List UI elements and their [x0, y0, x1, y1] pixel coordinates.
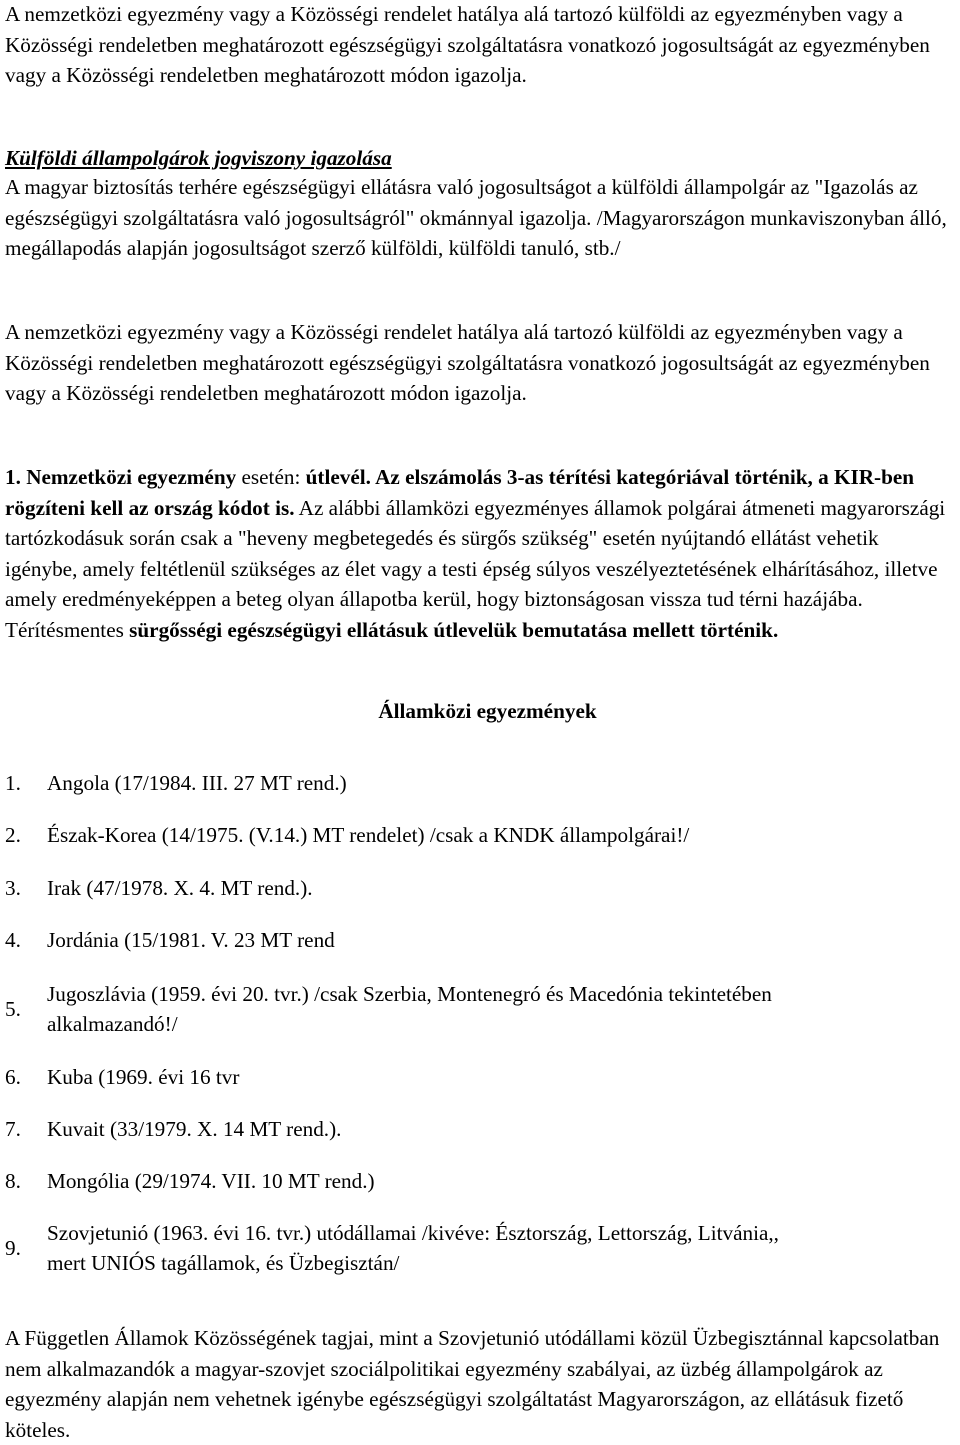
- list-item-number: 3.: [5, 876, 21, 900]
- list-item-text: Angola (17/1984. III. 27 MT rend.): [47, 771, 347, 795]
- list-item-number: 1.: [5, 771, 21, 795]
- list-item-number: 5.: [5, 997, 21, 1021]
- closing-paragraph: A Független Államok Közösségének tagjai, mint a Szovjetunió utódállami közül Üzbegisztánnal kapcsolatban nem alkalmazandók a magyar-szovjet szociálpolitikai egyezmény szabályai, az üzbég állampolgárok az egyezmény alapján nem vehetnek igénybe egészségügyi szolgáltatást Magyarországon, az ellátásuk fizető köteles.: [5, 1326, 940, 1442]
- list-item: [5, 1219, 955, 1279]
- treaties-title: Államközi egyezmények: [378, 699, 597, 723]
- point-1-paragraph: [5, 462, 955, 645]
- list-item-number: 4.: [5, 928, 21, 952]
- list-item: [5, 980, 955, 1040]
- list-item-text: Mongólia (29/1974. VII. 10 MT rend.): [47, 1169, 375, 1193]
- point-1-document: útlevél.: [305, 465, 371, 489]
- section-title: Külföldi állampolgárok jogviszony igazolása: [5, 146, 392, 170]
- list-item-text: Kuvait (33/1979. X. 14 MT rend.).: [47, 1117, 342, 1141]
- list-item-number: 8.: [5, 1169, 21, 1193]
- list-item-number: 7.: [5, 1117, 21, 1141]
- point-1-description: Az alábbi államközi egyezményes államok polgárai átmeneti magyarországi tartózkodásuk során csak a "heveny megbetegedés és sürgős szükség" esetén nyújtandó ellátást vehetik igénybe, amely feltétlenül szükséges az élet vagy a testi épség súlyos veszélyeztetésének elhárításához, illetve amely eredményeképpen a beteg olyan állapotba kerül, hogy biztonságosan vissza tud térni hazájába. Térítésmentes: [5, 495, 946, 642]
- list-item-text-line-1: Szovjetunió (1963. évi 16. tvr.) utódállamai /kivéve: Észtország, Lettország, Litvánia,,: [47, 1221, 779, 1245]
- intro-paragraph: A nemzetközi egyezmény vagy a Közösségi rendelet hatálya alá tartozó külföldi az egyezményben vagy a Közösségi rendeletben meghatározott egészségügyi szolgáltatásra vonatkozó jogosultságát az egyezményben vagy a Közösségi rendeletben meghatározott módon igazolja.: [5, 2, 930, 87]
- list-item-number: 9.: [5, 1236, 21, 1260]
- point-1-label: Nemzetközi egyezmény: [26, 465, 237, 489]
- list-item-text: Kuba (1969. évi 16 tvr: [47, 1065, 240, 1089]
- list-item-text: Jordánia (15/1981. V. 23 MT rend: [47, 928, 335, 952]
- section-body: A magyar biztosítás terhére egészségügyi ellátásra való jogosultságot a külföldi állampolgár az "Igazolás az egészségügyi szolgáltatásra való jogosultságról" okmánnyal igazolja. /Magyarországon munkaviszonyban álló, megállapodás alapján jogosultságot szerző külföldi, külföldi tanuló, stb./: [5, 175, 947, 260]
- list-item-text: Irak (47/1978. X. 4. MT rend.).: [47, 876, 313, 900]
- point-1-conclusion: sürgősségi egészségügyi ellátásuk útlevelük bemutatása mellett történik.: [129, 617, 779, 642]
- list-item-number: 2.: [5, 823, 21, 847]
- list-item-number: 6.: [5, 1065, 21, 1089]
- list-item-text-line-1: Jugoszlávia (1959. évi 20. tvr.) /csak Szerbia, Montenegró és Macedónia tekintetében: [47, 982, 772, 1006]
- point-1-label-suffix: esetén:: [236, 465, 306, 489]
- list-item-text-line-2: mert UNIÓS tagállamok, és Üzbegisztán/: [47, 1251, 400, 1275]
- list-item-text-line-2: alkalmazandó!/: [47, 1012, 178, 1036]
- point-1-number: 1.: [5, 465, 21, 489]
- list-item-text: Észak-Korea (14/1975. (V.14.) MT rendelet) /csak a KNDK állampolgárai!/: [47, 823, 690, 847]
- point-1-rule: Az elszámolás 3-as térítési kategóriával történik, a KIR-ben rögzíteni kell az ország kódot is.: [5, 465, 915, 520]
- repeat-paragraph: A nemzetközi egyezmény vagy a Közösségi rendelet hatálya alá tartozó külföldi az egyezményben vagy a Közösségi rendeletben meghatározott egészségügyi szolgáltatásra vonatkozó jogosultságát az egyezményben vagy a Közösségi rendeletben meghatározott módon igazolja.: [5, 320, 930, 405]
